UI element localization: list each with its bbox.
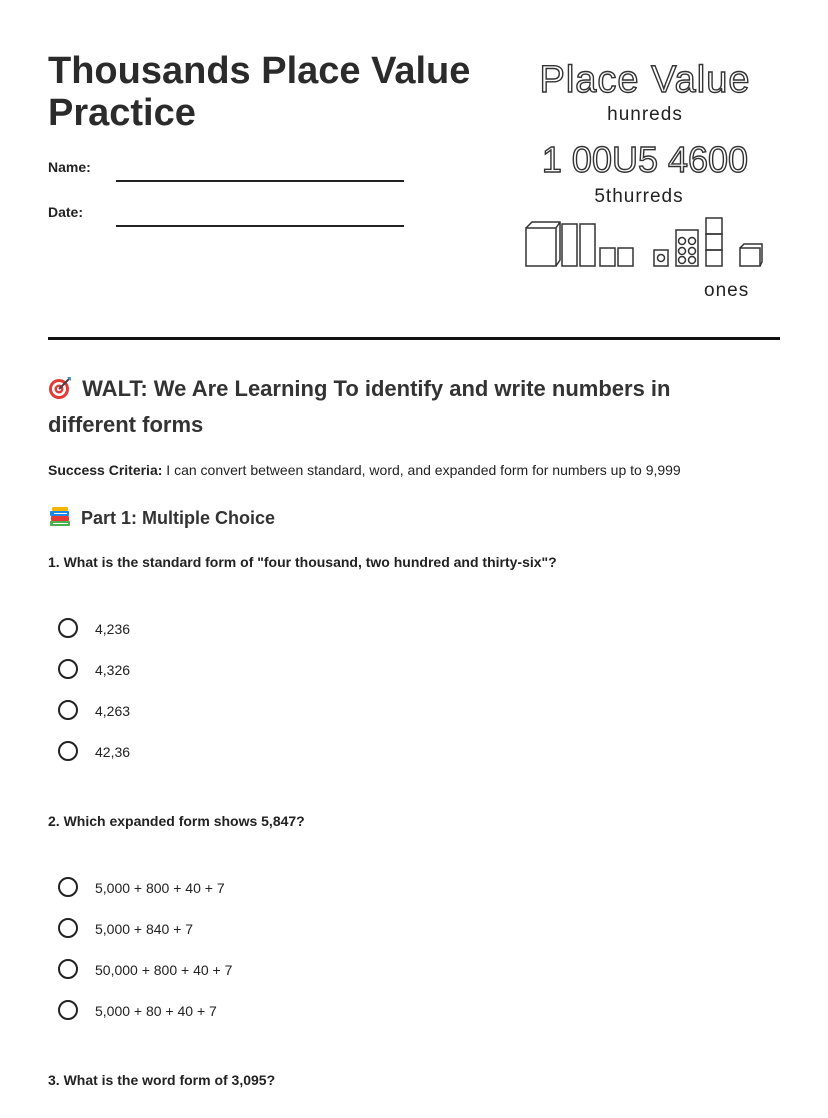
question-3: 3. What is the word form of 3,095? — [48, 1072, 276, 1088]
date-field[interactable] — [48, 204, 408, 228]
option-label: 50,000 + 800 + 40 + 7 — [95, 962, 233, 978]
target-icon — [48, 376, 72, 400]
name-line[interactable] — [116, 180, 404, 182]
part-1-title: Part 1: Multiple Choice — [81, 508, 276, 528]
option-label: 5,000 + 800 + 40 + 7 — [95, 880, 225, 896]
name-label: Name: — [48, 159, 91, 175]
name-field[interactable] — [48, 159, 408, 183]
radio-button[interactable] — [58, 659, 78, 679]
part-1-heading — [48, 504, 275, 529]
date-label: Date: — [48, 204, 84, 220]
date-line[interactable] — [116, 225, 404, 227]
option-label: 42,36 — [95, 744, 131, 760]
place-value-label-ones: ones — [704, 280, 750, 301]
option-label: 4,236 — [95, 621, 131, 637]
radio-button[interactable] — [58, 959, 78, 979]
place-value-graphic — [520, 58, 780, 308]
success-criteria-text: I can convert between standard, word, and expanded form for numbers up to 9,999 — [166, 462, 681, 478]
question-2: 2. Which expanded form shows 5,847? — [48, 813, 305, 829]
radio-button[interactable] — [58, 741, 78, 761]
success-criteria-label: Success Criteria: — [48, 462, 163, 478]
radio-button[interactable] — [58, 700, 78, 720]
place-value-digits: 1 00U5 4600 — [541, 139, 749, 180]
option-label: 5,000 + 80 + 40 + 7 — [95, 1003, 217, 1019]
books-icon — [48, 504, 72, 528]
option-label: 4,263 — [95, 703, 131, 719]
walt-heading — [48, 371, 748, 443]
radio-button[interactable] — [58, 1000, 78, 1020]
walt-text: WALT: We Are Learning To identify and write numbers in different forms — [48, 376, 671, 437]
radio-button[interactable] — [58, 918, 78, 938]
place-value-label-hunreds: hunreds — [607, 104, 683, 125]
place-value-blocks-icon — [524, 216, 774, 270]
option-label: 5,000 + 840 + 7 — [95, 921, 194, 937]
question-1: 1. What is the standard form of "four thousand, two hundred and thirty-six"? — [48, 554, 557, 570]
radio-button[interactable] — [58, 877, 78, 897]
radio-button[interactable] — [58, 618, 78, 638]
header-divider — [48, 337, 780, 340]
success-criteria — [48, 462, 788, 478]
place-value-graphic-title: Place Value — [539, 59, 751, 101]
page-title: Thousands Place Value Practice — [48, 50, 471, 134]
option-label: 4,326 — [95, 662, 131, 678]
place-value-label-thurreds: 5thurreds — [594, 186, 684, 207]
